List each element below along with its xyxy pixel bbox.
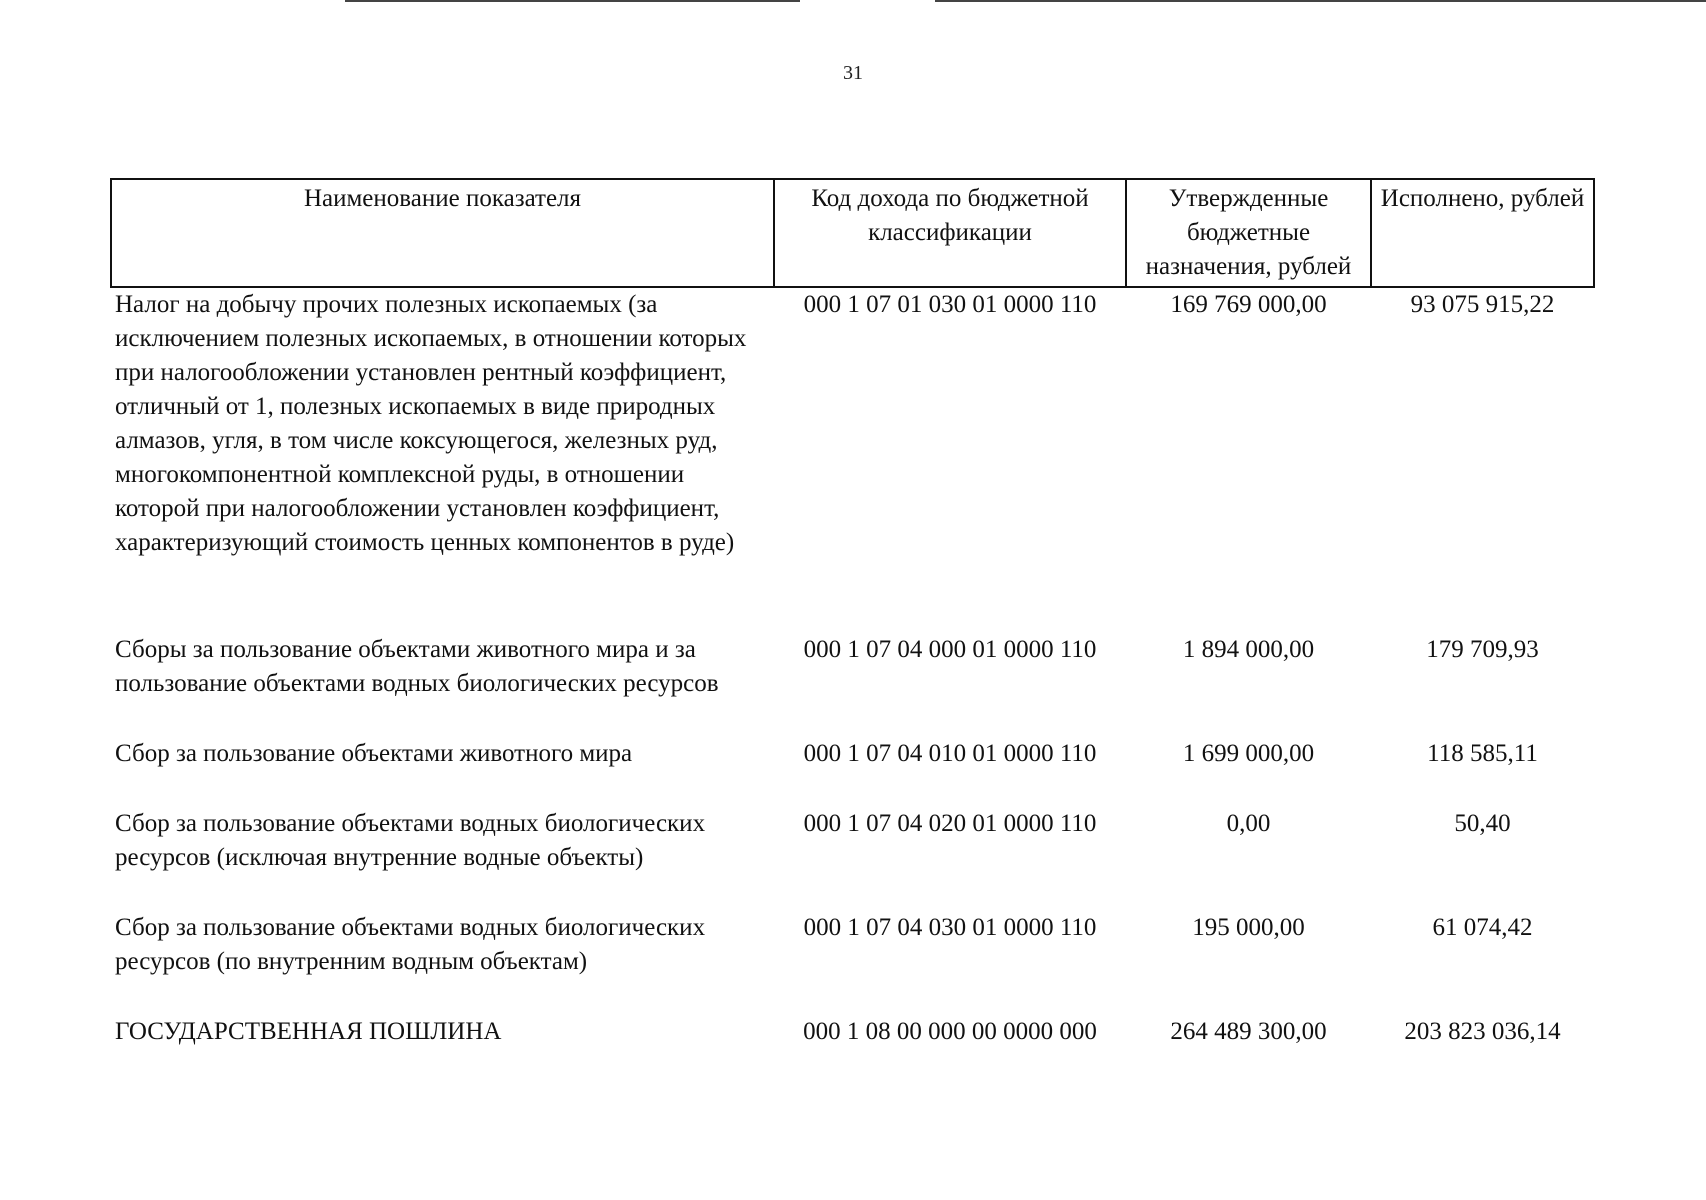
table-row	[111, 287, 1594, 633]
header-indicator-name: Наименование показателя	[111, 179, 774, 287]
row-executed: 179 709,93	[1426, 636, 1539, 663]
row-executed: 203 823 036,14	[1404, 1018, 1561, 1045]
table-row	[111, 737, 1594, 807]
row-executed: 118 585,11	[1427, 740, 1538, 767]
header-revenue-code: Код дохода по бюджетной классификации	[774, 179, 1126, 287]
row-approved: 0,00	[1226, 810, 1271, 837]
row-code: 000 1 07 04 030 01 0000 110	[803, 914, 1097, 941]
row-code: 000 1 07 04 000 01 0000 110	[803, 636, 1097, 663]
row-name: Сбор за пользование объектами водных биологических ресурсов (исключая внутренние водные объекты)	[115, 810, 706, 871]
header-row	[111, 179, 1594, 287]
table-row	[111, 807, 1594, 911]
row-approved: 1 894 000,00	[1182, 636, 1315, 663]
table-row	[111, 633, 1594, 737]
table-body	[111, 287, 1594, 1055]
row-code: 000 1 07 01 030 01 0000 110	[803, 291, 1097, 318]
header-approved-budget: Утвержденные бюджетные назначения, рублей	[1126, 179, 1371, 287]
table-header	[111, 179, 1594, 287]
page-number: 31	[843, 62, 863, 84]
header-executed: Исполнено, рублей	[1371, 179, 1594, 287]
table-row	[111, 911, 1594, 1015]
row-approved: 169 769 000,00	[1170, 291, 1327, 318]
row-executed: 61 074,42	[1432, 914, 1533, 941]
row-name: Сборы за пользование объектами животного мира и за пользование объектами водных биологических ресурсов	[115, 636, 719, 697]
scan-line-left	[345, 0, 800, 2]
table-row	[111, 1015, 1594, 1055]
row-code: 000 1 07 04 020 01 0000 110	[803, 810, 1097, 837]
row-name: Сбор за пользование объектами водных биологических ресурсов (по внутренним водным объектам)	[115, 914, 706, 975]
row-name: ГОСУДАРСТВЕННАЯ ПОШЛИНА	[115, 1018, 502, 1045]
row-executed: 50,40	[1454, 810, 1511, 837]
row-approved: 264 489 300,00	[1170, 1018, 1327, 1045]
row-name: Сбор за пользование объектами животного мира	[115, 740, 633, 767]
row-code: 000 1 08 00 000 00 0000 000	[803, 1018, 1097, 1045]
row-approved: 1 699 000,00	[1182, 740, 1315, 767]
row-code: 000 1 07 04 010 01 0000 110	[803, 740, 1097, 767]
revenue-table	[110, 178, 1595, 1055]
row-name: Налог на добычу прочих полезных ископаемых (за исключением полезных ископаемых, в отношении которых при налогообложении установлен рентный коэффициент, отличный от 1, полезных ископаемых в виде природных алмазов, угля, в том числе коксующегося, железных руд, многокомпонентной комплексной руды, в отношении которой при налогообложении установлен коэффициент, характеризующий стоимость ценных компонентов в руде)	[115, 291, 747, 556]
row-executed: 93 075 915,22	[1410, 291, 1555, 318]
scan-line-right	[935, 0, 1706, 2]
row-approved: 195 000,00	[1192, 914, 1305, 941]
